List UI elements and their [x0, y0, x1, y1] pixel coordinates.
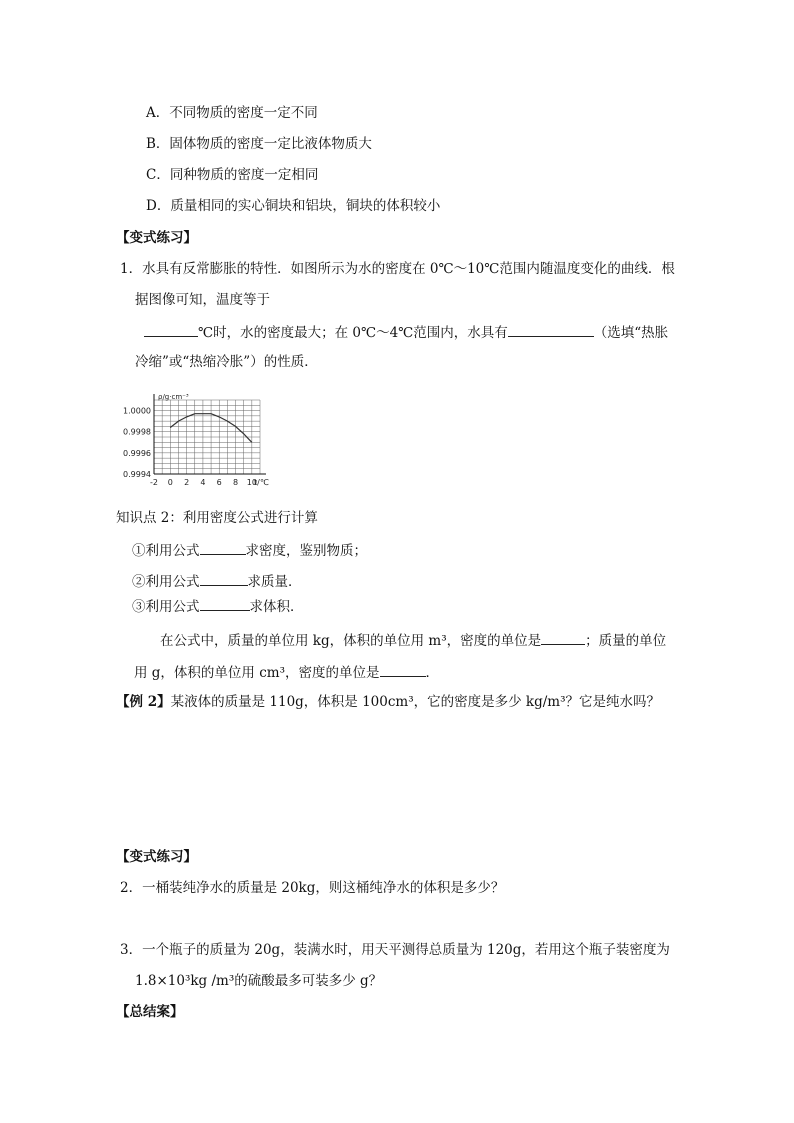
- example-2: 【例 2】某液体的质量是 110g，体积是 100cm³，它的密度是多少 kg/m³？它是纯水吗？: [116, 694, 661, 710]
- formula-item-3: ③利用公式 求体积．: [132, 596, 304, 616]
- y-axis-label: ρ/g·cm⁻³: [158, 393, 189, 401]
- formula-item-1: ①利用公式 求密度，鉴别物质；: [132, 540, 367, 560]
- y-tick-labels: [123, 407, 151, 479]
- x-axis-label: t/℃: [254, 478, 269, 487]
- x-tick-labels: [150, 478, 257, 487]
- q1-line4: 冷缩”或“热缩冷胀”）的性质．: [135, 354, 318, 370]
- x-tick-label: 4: [200, 478, 206, 487]
- variation-practice-heading: 【变式练习】: [116, 230, 197, 246]
- q3-line1: 3．一个瓶子的质量为 20g，装满水时，用天平测得总质量为 120g，若用这个瓶子装密度为: [120, 942, 670, 958]
- formula-item-2: ②利用公式 求质量．: [132, 571, 302, 591]
- q1-line2: 据图像可知，温度等于: [135, 292, 270, 308]
- units-line-1: 在公式中，质量的单位用 kg，体积的单位用 m³，密度的单位是 ；质量的单位: [160, 630, 666, 650]
- knowledge-point-2-title: 知识点 2：利用密度公式进行计算: [116, 510, 318, 526]
- water-density-chart: [112, 390, 272, 494]
- q3-line2: 1.8×10³kg /m³的硫酸最多可装多少 g？: [135, 973, 383, 989]
- answer-blank[interactable]: [541, 630, 585, 645]
- y-tick-label: 0.9994: [123, 470, 151, 479]
- option-d: D．质量相同的实心铜块和铝块，铜块的体积较小: [146, 198, 441, 214]
- question-2: 2．一桶装纯净水的质量是 20kg，则这桶纯净水的体积是多少？: [120, 880, 505, 896]
- option-b: B．固体物质的密度一定比液体物质大: [146, 136, 372, 152]
- x-tick-label: 0: [167, 478, 173, 487]
- x-tick-label: -2: [150, 478, 158, 487]
- answer-blank[interactable]: [200, 571, 248, 586]
- answer-blank[interactable]: [200, 540, 246, 555]
- answer-blank[interactable]: [380, 662, 426, 677]
- x-tick-label: 6: [216, 478, 222, 487]
- y-tick-label: 1.0000: [123, 406, 151, 416]
- answer-blank[interactable]: [144, 322, 198, 337]
- x-tick-label: 8: [232, 478, 239, 487]
- q1-line1: 1．水具有反常膨胀的特性．如图所示为水的密度在 0℃～10℃范围内随温度变化的曲线．根: [120, 261, 675, 277]
- summary-heading: 【总结案】: [116, 1004, 184, 1020]
- q1-line3: ℃时，水的密度最大；在 0℃～4℃范围内，水具有 （选填“热胀: [144, 322, 668, 342]
- chart-axes: [154, 394, 266, 474]
- answer-blank[interactable]: [508, 322, 594, 337]
- y-tick-label: 0.9998: [123, 427, 151, 437]
- answer-blank[interactable]: [200, 596, 250, 611]
- y-tick-label: 0.9996: [123, 448, 151, 458]
- x-tick-label: 10: [246, 478, 257, 487]
- units-line-2: 用 g，体积的单位用 cm³，密度的单位是 ．: [134, 662, 439, 682]
- x-tick-label: 2: [184, 478, 190, 487]
- chart-grid: [154, 400, 260, 474]
- option-c: C．同种物质的密度一定相同: [146, 167, 319, 183]
- variation-practice-heading-2: 【变式练习】: [116, 849, 197, 865]
- option-a: A．不同物质的密度一定不同: [146, 105, 318, 121]
